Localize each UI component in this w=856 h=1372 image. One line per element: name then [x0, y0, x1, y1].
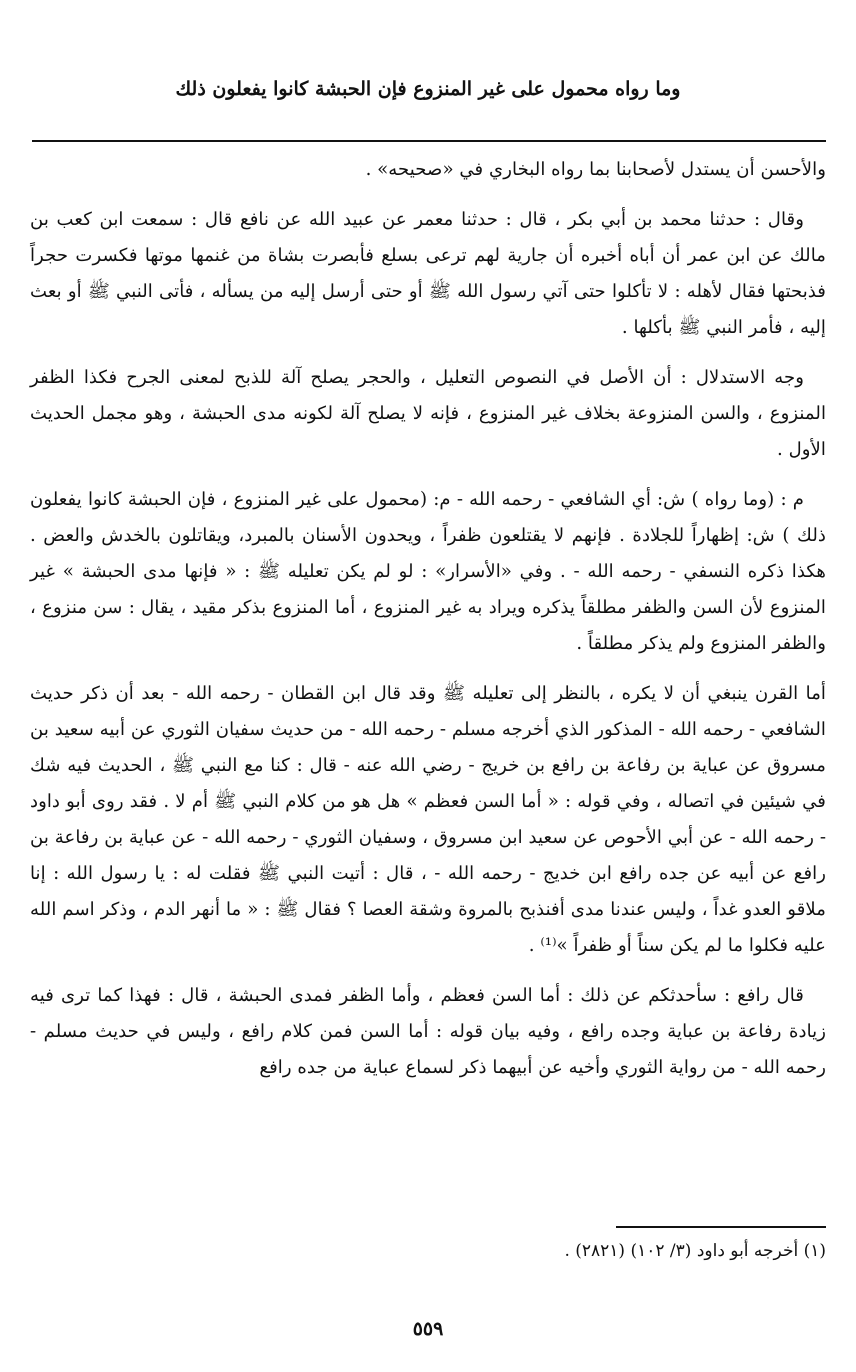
footnote: (١) أخرجه أبو داود (٣/ ١٠٢) (٢٨٢١) . [564, 1241, 826, 1261]
running-head: وما رواه محمول على غير المنزوع فإن الحبشة كانوا يفعلون ذلك [175, 78, 681, 100]
paragraph: قال رافع : سأحدثكم عن ذلك : أما السن فعظم ، وأما الظفر فمدى الحبشة ، قال : فهذا كما ترى فيه زيادة رفاعة بن عباية وجده رافع ، وفيه بيان قوله : أما السن فمن كلام رافع ، وليس في حديث مسلم - رحمه الله - من رواية الثوري وأخيه عن أبيهما ذكر لسماع عباية من جده رافع [30, 985, 826, 1078]
paragraph: والأحسن أن يستدل لأصحابنا بما رواه البخاري في «صحيحه» . [365, 159, 826, 180]
body-text [30, 152, 826, 1100]
header-rule [32, 140, 826, 142]
paragraph: م : (وما رواه ) ش: أي الشافعي - رحمه الله - م: (محمول على غير المنزوع ، فإن الحبشة كانوا يفعلون ذلك ) ش: إظهاراً للجلادة . فإنهم لا يقتلعون ظفراً ، ويحدون الأسنان بالمبرد، ويقاتلون بالخدش والعض . هكذا ذكره النسفي - رحمه الله - . وفي «الأسرار» : لو لم يكن تعليله ﷺ : « فإنها مدى الحبشة » غير المنزوع لأن السن والظفر مطلقاً يذكره ويراد به غير المنزوع ، أما المنزوع بذكر مقيد ، يقال : سن منزوع ، والظفر المنزوع ولم يذكر مطلقاً . [30, 489, 826, 654]
paragraph: أما القرن ينبغي أن لا يكره ، بالنظر إلى تعليله ﷺ وقد قال ابن القطان - رحمه الله - بعد أن ذكر حديث الشافعي - رحمه الله - المذكور الذي أخرجه مسلم - رحمه الله - من حديث سفيان الثوري عن أبيه سعيد بن مسروق عن عباية بن رفاعة بن رافع بن خريج - رضي الله عنه - قال : كنا مع النبي ﷺ ، الحديث فيه شك في شيئين في اتصاله ، وفي قوله : « أما السن فعظم » هل هو من كلام النبي ﷺ أم لا . فقد روى أبو داود - رحمه الله - عن أبي الأحوص عن سعيد ابن مسروق ، وسفيان الثوري - رحمه الله - عن عباية بن رفاعة بن رافع عن أبيه عن جده رافع ابن خديج - رحمه الله - ، قال : أتيت النبي ﷺ فقلت له : يا رسول الله : إنا ملاقو العدو غداً ، وليس عندنا مدى أفنذبح بالمروة وشقة العصا ؟ فقال ﷺ : « ما أنهر الدم ، وذكر اسم الله عليه فكلوا ما لم يكن سناً أو ظفراً »⁽¹⁾ . [30, 683, 826, 956]
page-number: ٥٥٩ [412, 1318, 444, 1340]
paragraph: وقال : حدثنا محمد بن أبي بكر ، قال : حدثنا معمر عن عبيد الله عن نافع قال : سمعت ابن كعب بن مالك عن ابن عمر أن أباه أخبره أن جارية لهم ترعى بسلع فأبصرت بشاة من غنمها موتها فكسرت حجراً فذبحتها فقال لأهله : لا تأكلوا حتى آتي رسول الله ﷺ أو حتى أرسل إليه من يسأله ، فأتى النبي ﷺ أو بعث إليه ، فأمر النبي ﷺ بأكلها . [30, 209, 826, 338]
book-page [30, 0, 826, 1372]
footnote-rule [616, 1226, 826, 1228]
paragraph: وجه الاستدلال : أن الأصل في النصوص التعليل ، والحجر يصلح آلة للذبح لمعنى الجرح فكذا الظفر المنزوع ، والسن المنزوعة بخلاف غير المنزوع ، فإنه لا يصلح آلة لكونه مدى الحبشة ، وهو مجمل الحديث الأول . [30, 367, 826, 460]
